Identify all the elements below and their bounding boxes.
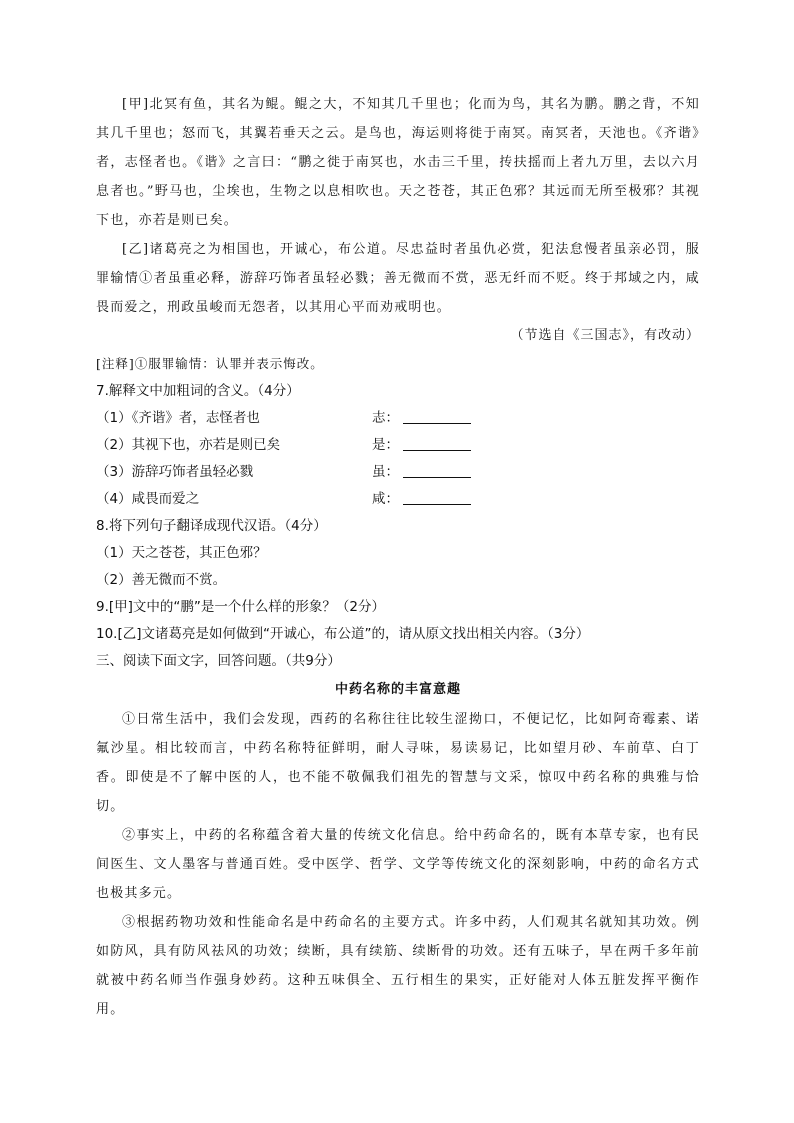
question-7-item (96, 432, 700, 459)
exam-page (96, 90, 700, 1024)
question-7-word: 虽： (372, 464, 399, 480)
article-title: 中药名称的丰富意趣 (334, 682, 461, 697)
question-7-word: 咸： (372, 491, 399, 507)
question-7-item (96, 459, 700, 486)
question-8-item-2: （2）善无微而不赏。 (96, 572, 227, 588)
article-paragraph-1: ①日常生活中，我们会发现，西药的名称往往比较生涩拗口，不便记忆，比如阿奇霉素、诺氟沙星。相比较而言，中药名称特征鲜明，耐人寻味，易读易记，比如望月砂、车前草、白丁香。即使是不了解中医的人，也不能不敬佩我们祖先的智慧与文采，惊叹中药名称的典雅与恰切。 (96, 712, 700, 814)
question-7-sentence: （4）咸畏而爱之 (96, 491, 200, 507)
passage-source: （节选自《三国志》，有改动） (510, 328, 700, 343)
question-8-title: 8.将下列句子翻译成现代汉语。（4分） (96, 518, 327, 534)
question-7-item (96, 486, 700, 513)
section-3-heading: 三、阅读下面文字，回答问题。（共9分） (96, 653, 341, 669)
answer-blank[interactable] (403, 463, 471, 478)
question-7-word: 志： (372, 410, 399, 426)
answer-blank[interactable] (403, 436, 471, 451)
passage-yi: [乙]诸葛亮之为相国也，开诚心，布公道。尽忠益时者虽仇必赏，犯法怠慢者虽亲必罚，服罪输情①者虽重必释，游辞巧饰者虽轻必戮；善无微而不赏，恶无纤而不贬。终于邦域之内，咸畏而爱之，刑政虽峻而无怨者，以其用心平而劝戒明也。 (96, 242, 700, 315)
passage-jia: [甲]北冥有鱼，其名为鲲。鲲之大，不知其几千里也；化而为鸟，其名为鹏。鹏之背，不知其几千里也；怒而飞，其翼若垂天之云。是鸟也，海运则将徙于南冥。南冥者，天池也。《齐谐》者，志怪者也。《谐》之言曰：“鹏之徙于南冥也，水击三千里，抟扶摇而上者九万里，去以六月息者也。”野马也，尘埃也，生物之以息相吹也。天之苍苍，其正色邪？其远而无所至极邪？其视下也，亦若是则已矣。 (96, 97, 700, 228)
question-8-item-1: （1）天之苍苍，其正色邪？ (96, 545, 267, 561)
question-7-sentence: （2）其视下也，亦若是则已矣 (96, 437, 281, 453)
article-paragraph-3: ③根据药物功效和性能命名是中药命名的主要方式。许多中药，人们观其名就知其功效。例如防风，具有防风祛风的功效；续断，具有续筋、续断骨的功效。还有五味子，早在两千多年前就被中药名师当作强身妙药。这种五味俱全、五行相生的果实，正好能对人体五脏发挥平衡作用。 (96, 915, 700, 1017)
question-10: 10.[乙]文诸葛亮是如何做到“开诚心，布公道”的，请从原文找出相关内容。（3分） (96, 626, 590, 642)
question-7-word: 是： (372, 437, 399, 453)
question-7-sentence: （1）《齐谐》者，志怪者也 (96, 410, 260, 426)
question-7-item (96, 405, 700, 432)
question-7-sentence: （3）游辞巧饰者虽轻必戮 (96, 464, 254, 480)
question-9: 9.[甲]文中的“鹏”是一个什么样的形象？（2分） (96, 599, 385, 615)
article-paragraph-2: ②事实上，中药的名称蕴含着大量的传统文化信息。给中药命名的，既有本草专家，也有民间医生、文人墨客与普通百姓。受中医学、哲学、文学等传统文化的深刻影响，中药的命名方式也极其多元。 (96, 828, 700, 901)
annotation: [注释]①服罪输情：认罪并表示悔改。 (96, 356, 324, 371)
answer-blank[interactable] (403, 409, 471, 424)
answer-blank[interactable] (403, 490, 471, 505)
question-7-title: 7.解释文中加粗词的含义。（4分） (96, 383, 300, 399)
